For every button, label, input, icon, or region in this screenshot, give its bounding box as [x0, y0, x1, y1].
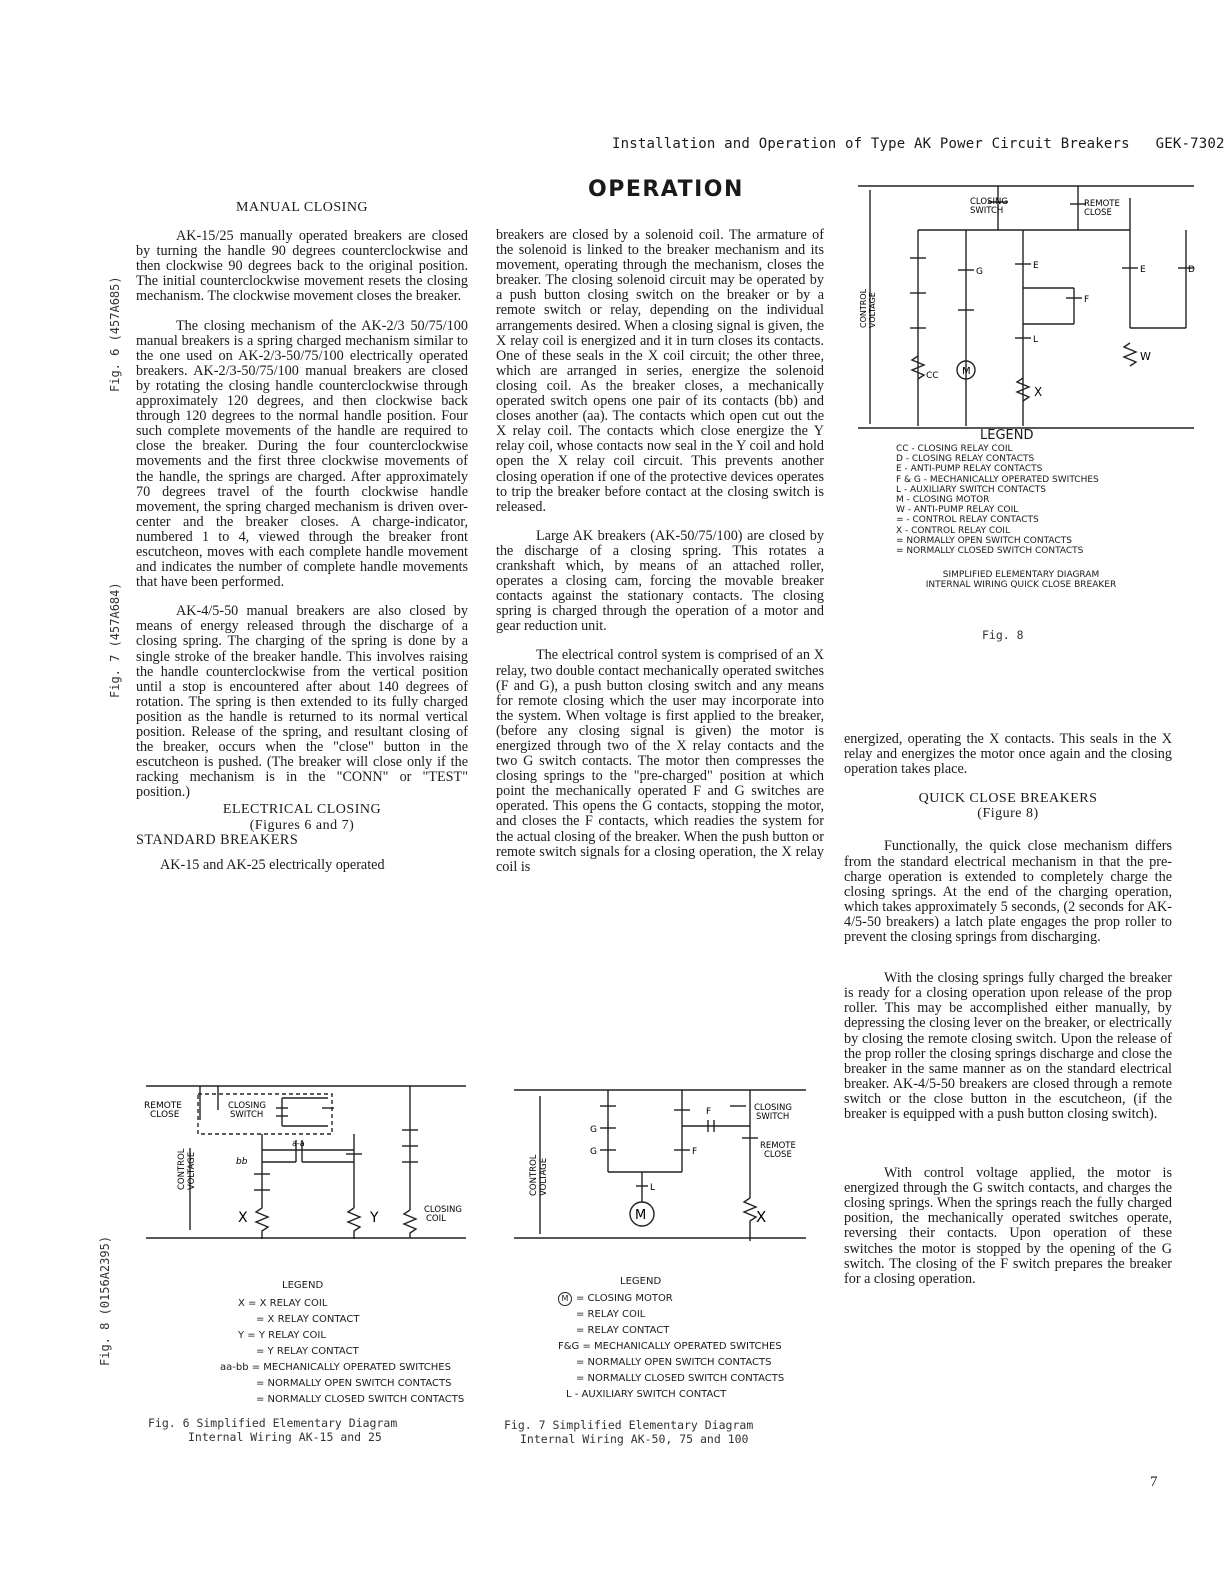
col3-paragraph-1: energized, operating the X contacts. This seals in the X relay and energizes the motor once again and the closing operation takes place.: [844, 731, 1172, 778]
fig8-closing-switch-label: CLOSING: [970, 197, 1008, 207]
fig7-x-label: X: [756, 1208, 767, 1226]
header-title: Installation and Operation of Type AK Power Circuit Breakers: [612, 136, 1130, 152]
fig6-closing-coil-label-2: COIL: [426, 1214, 446, 1224]
fig8-legend-item: W - ANTI-PUMP RELAY COIL: [896, 505, 1019, 516]
manual-closing-heading: MANUAL CLOSING: [235, 200, 369, 215]
sidebar-ref-fig6: Fig. 6 (457A685): [108, 276, 122, 392]
fig7-caption: [504, 1418, 753, 1446]
fig7-legend: [558, 1291, 784, 1403]
fig8-m-label: M: [962, 366, 971, 377]
fig6-legend-item: X = X RELAY COIL: [238, 1298, 328, 1309]
fig8-legend-item: = NORMALLY CLOSED SWITCH CONTACTS: [896, 546, 1084, 557]
fig8-cc-label: CC: [926, 371, 939, 381]
fig7-caption-line2: Internal Wiring AK-50, 75 and 100: [520, 1432, 749, 1446]
column-3: [844, 732, 1172, 1301]
fig6-remote-close-label-2: CLOSE: [150, 1110, 180, 1120]
electrical-closing-heading: ELECTRICAL CLOSING: [222, 802, 382, 818]
fig8-w-label: W: [1140, 350, 1151, 363]
column-1: [136, 200, 468, 887]
fig6-bb-label: bb: [236, 1157, 248, 1167]
fig7-control-voltage-label-2: VOLTAGE: [539, 1157, 549, 1196]
fig6-x-label: X: [238, 1210, 248, 1226]
fig8-legend: [896, 444, 1099, 556]
sidebar-ref-fig7: Fig. 7 (457A684): [108, 582, 122, 698]
quick-close-heading: QUICK CLOSE BREAKERS: [918, 791, 1098, 807]
col2-paragraph-1: breakers are closed by a solenoid coil. The armature of the solenoid is linked to the breaker mechanism and its movement, operating through the mechanism, closes the breaker. The closing solenoid circuit may be operated by a push button closing switch on the breaker or by a remote switch or relay, depending on the individual arrangements desired. When a closing signal is given, the X relay coil is energized and it in turn closes its contacts. One of these seals in the X coil circuit; the other three, which are arranged in series, energize the solenoid closing coil. As the breaker closes, a mechanically operated switch opens one pair of its contacts (bb) and closes another (aa). The contacts which open cut out the X relay coil. The contacts which close energize the Y relay coil, whose contacts now seal in the Y coil and hold open the X relay coil circuit. This prevents another closing operation if one of the protective devices operates to trip the breaker before contact at the closing switch is released.: [496, 227, 824, 515]
fig7-f-label: F: [706, 1107, 712, 1117]
fig8-title-line1: SIMPLIFIED ELEMENTARY DIAGRAM: [942, 570, 1100, 580]
standard-breakers-heading: STANDARD BREAKERS: [136, 831, 299, 848]
fig6-diagram: [142, 1080, 472, 1248]
col3-paragraph-3: With the closing springs fully charged the breaker is ready for a closing operation upon release of the prop roller. This may be accomplished either manually, by depressing the closing lever on the breaker, or electrically by closing the remote closing switch. Upon the release of the prop roller the closing springs discharge and close the breaker in the same manner as on the standard electrical breaker. AK-4/5-50 breakers are closed through a remote switch or the close button in the escutcheon, (if the breaker is equipped with a push button closing switch).: [844, 970, 1172, 1122]
col2-paragraph-3: The electrical control system is comprised of an X relay, two double contact mechanically operated switches (F and G), a push button closing switch and any means for remote closing which the user may incorporate into the system. When voltage is first applied to the breaker, (before any closing signal is given) the motor is energized through two of the X relay contacts and the two G switch contacts. The motor then compresses the closing springs to the "pre-charged" position at which point the mechanically operated F and G switches are operated. This opens the G contacts, stopping the motor, and closes the F contacts, which readies the system for the actual closing of the breaker. When the push button or remote switch signals for a closing operation, the X relay coil is: [496, 647, 824, 875]
fig8-diagram: [848, 178, 1196, 436]
page-header: [612, 136, 1225, 152]
fig8-d-label: D: [1188, 265, 1195, 275]
fig7-closing-switch-label: CLOSING: [754, 1103, 792, 1113]
operation-title: OPERATION: [588, 177, 744, 202]
fig7-remote-close-label: REMOTE: [760, 1141, 796, 1151]
fig6-legend-item: = X RELAY CONTACT: [256, 1314, 360, 1325]
fig8-f-label: F: [1084, 295, 1090, 305]
fig7-legend-item: = RELAY COIL: [576, 1309, 646, 1320]
header-doc-number: GEK-7302: [1155, 136, 1225, 152]
fig7-g-label: G: [590, 1125, 597, 1135]
fig7-m-label: M: [635, 1208, 647, 1223]
fig8-legend-item: CC - CLOSING RELAY COIL: [896, 444, 1013, 454]
fig8-remote-close-label: REMOTE: [1084, 199, 1120, 209]
fig8-control-voltage-label: CONTROL: [859, 288, 868, 328]
fig8-e-label-2: E: [1140, 265, 1146, 275]
fig6-closing-coil-label: CLOSING: [424, 1205, 462, 1215]
col1-paragraph-3: AK-4/5-50 manual breakers are also closed by means of energy released through the discharge of a closing spring. The charging of the spring is done by a single stroke of the breaker handle. This involves raising the handle counterclockwise from the vertical position until a stop is encountered after about 140 degrees of rotation. The spring is then extended to its fully charged position as the handle is returned to its normal vertical position. Release of the spring, and resultant closing of the breaker, occurs when the "close" button in the escutcheon is pushed. (The breaker will close only if the racking mechanism is in the "CONN" or "TEST" position.): [136, 603, 468, 801]
fig7-legend-item: = NORMALLY CLOSED SWITCH CONTACTS: [576, 1373, 785, 1384]
fig7-f-label-2: F: [692, 1147, 698, 1157]
fig8-remote-close-label-2: CLOSE: [1084, 208, 1112, 218]
fig7-g-label-2: G: [590, 1147, 597, 1157]
fig6-legend-item: Y = Y RELAY COIL: [238, 1330, 326, 1341]
fig6-caption-line2: Internal Wiring AK-15 and 25: [188, 1430, 382, 1444]
fig7-caption-line1: Fig. 7 Simplified Elementary Diagram: [504, 1418, 754, 1432]
fig6-y-label: Y: [370, 1210, 379, 1226]
fig7-l-label: L: [650, 1183, 656, 1193]
col3-paragraph-4: With control voltage applied, the motor is energized through the G switch contacts, and charges the closing springs. When the springs reach the fully charged position, the mechanically operated switches operate, reversing their contacts. Upon operation of these switches the motor is stopped by the opening of the G switch. The closing of the F switch prepares the breaker for a closing operation.: [844, 1165, 1172, 1287]
col2-paragraph-2: Large AK breakers (AK-50/75/100) are closed by the discharge of a closing spring. This rotates a crankshaft which, by means of an attached roller, operates a closing cam, forcing the movable breaker contacts against the stationary contacts. The closing spring is charged through the operation of a motor and gear reduction unit.: [496, 527, 824, 635]
fig6-closing-switch-label-2: SWITCH: [230, 1110, 264, 1120]
fig8-title-line2: INTERNAL WIRING QUICK CLOSE BREAKER: [925, 580, 1117, 590]
fig8-legend-item: = NORMALLY OPEN SWITCH CONTACTS: [896, 535, 1072, 546]
fig8-title: [896, 570, 1146, 590]
fig8-caption: Fig. 8: [982, 628, 1024, 642]
fig6-legend-item: = NORMALLY OPEN SWITCH CONTACTS: [256, 1378, 452, 1389]
fig7-legend-item: L - AUXILIARY SWITCH CONTACT: [566, 1389, 727, 1400]
fig8-g-label: G: [976, 267, 983, 277]
fig6-control-voltage-label-2: VOLTAGE: [187, 1151, 197, 1190]
col1-paragraph-1: AK-15/25 manually operated breakers are closed by turning the handle 90 degrees counterclockwise and then clockwise 90 degrees back to the original position. The initial counterclockwise movement resets the closing mechanism. The clockwise movement closes the breaker.: [136, 228, 468, 305]
fig7-remote-close-label-2: CLOSE: [764, 1150, 792, 1160]
motor-icon: M: [558, 1292, 572, 1306]
fig7-legend-item: F&G = MECHANICALLY OPERATED SWITCHES: [558, 1341, 782, 1352]
fig7-diagram: [510, 1086, 810, 1248]
fig8-legend-item: E - ANTI-PUMP RELAY CONTACTS: [896, 464, 1043, 475]
fig6-closing-switch-label: CLOSING: [228, 1101, 266, 1111]
fig6-legend: [220, 1296, 465, 1408]
fig8-control-voltage-label-2: VOLTAGE: [868, 292, 877, 328]
fig7-legend-item: = RELAY CONTACT: [576, 1325, 670, 1336]
fig7-control-voltage-label: CONTROL: [529, 1154, 539, 1196]
column-2: [496, 228, 824, 889]
fig6-caption-line1: Fig. 6 Simplified Elementary Diagram: [148, 1416, 398, 1430]
fig6-aa-label: a-a: [292, 1139, 305, 1148]
col1-paragraph-2: The closing mechanism of the AK-2/3 50/75/100 manual breakers is a spring charged mechanism similar to the one used on AK-2/3-50/75/100 electrically operated breakers. AK-2/3-50/75/100 manual breakers are closed by rotating the closing handle counterclockwise through approximately 120 degrees, and then clockwise back through 120 degrees to the normal handle position. Four such complete movements of the handle are required to close the breaker. During the four counterclockwise movements and the first three clockwise movements of the handle, the springs are charged. After approximately 70 degrees travel of the fourth clockwise handle movement, the spring charged mechanism is driven over-center and the breaker closes. A charge-indicator, numbered 1 to 4, viewed through the breaker front escutcheon, moves with each complete handle movement and indicates the number of complete handle movements that have been performed.: [136, 317, 468, 591]
fig7-legend-title: LEGEND: [620, 1276, 662, 1287]
fig7-legend-item: M = CLOSING MOTOR: [558, 1291, 784, 1307]
fig8-legend-item: M - CLOSING MOTOR: [896, 495, 990, 506]
fig6-legend-item: = NORMALLY CLOSED SWITCH CONTACTS: [256, 1394, 465, 1405]
fig7-legend-item: = NORMALLY OPEN SWITCH CONTACTS: [576, 1357, 772, 1368]
fig6-remote-close-label: REMOTE: [144, 1101, 182, 1111]
col3-paragraph-2: Functionally, the quick close mechanism differs from the standard electrical mechanism in that the pre-charge operation is extended to completely charge the closing springs. At the end of the charging operation, which takes approximately 5 seconds, (2 seconds for AK-4/5-50 breakers) a latch plate engages the prop roller to prevent the closing springs from discharging.: [844, 838, 1172, 946]
fig6-caption: [148, 1416, 397, 1444]
fig8-closing-switch-label-2: SWITCH: [970, 206, 1004, 216]
fig8-legend-item: X - CONTROL RELAY COIL: [896, 525, 1010, 536]
col1-paragraph-4: AK-15 and AK-25 electrically operated: [160, 856, 385, 873]
fig6-legend-item: = Y RELAY CONTACT: [256, 1346, 359, 1357]
electrical-closing-subheading: (Figures 6 and 7): [249, 817, 355, 833]
page-number: 7: [1150, 1474, 1158, 1490]
fig8-l-label: L: [1033, 335, 1039, 345]
sidebar-ref-fig8: Fig. 8 (0156A2395): [98, 1235, 112, 1366]
fig8-legend-item: D - CLOSING RELAY CONTACTS: [896, 454, 1035, 465]
fig8-legend-item: F & G - MECHANICALLY OPERATED SWITCHES: [896, 474, 1099, 485]
fig8-legend-item: L - AUXILIARY SWITCH CONTACTS: [896, 484, 1046, 495]
quick-close-subheading: (Figure 8): [977, 806, 1039, 822]
fig8-legend-title: LEGEND: [980, 428, 1034, 443]
fig6-legend-title: LEGEND: [282, 1280, 324, 1291]
fig8-x-label: X: [1034, 385, 1043, 399]
fig7-closing-switch-label-2: SWITCH: [756, 1112, 790, 1122]
fig8-e-label: E: [1033, 261, 1039, 271]
fig6-control-voltage-label: CONTROL: [177, 1148, 187, 1190]
fig6-legend-item: aa-bb = MECHANICALLY OPERATED SWITCHES: [220, 1362, 451, 1373]
fig8-legend-item: = - CONTROL RELAY CONTACTS: [896, 515, 1039, 526]
